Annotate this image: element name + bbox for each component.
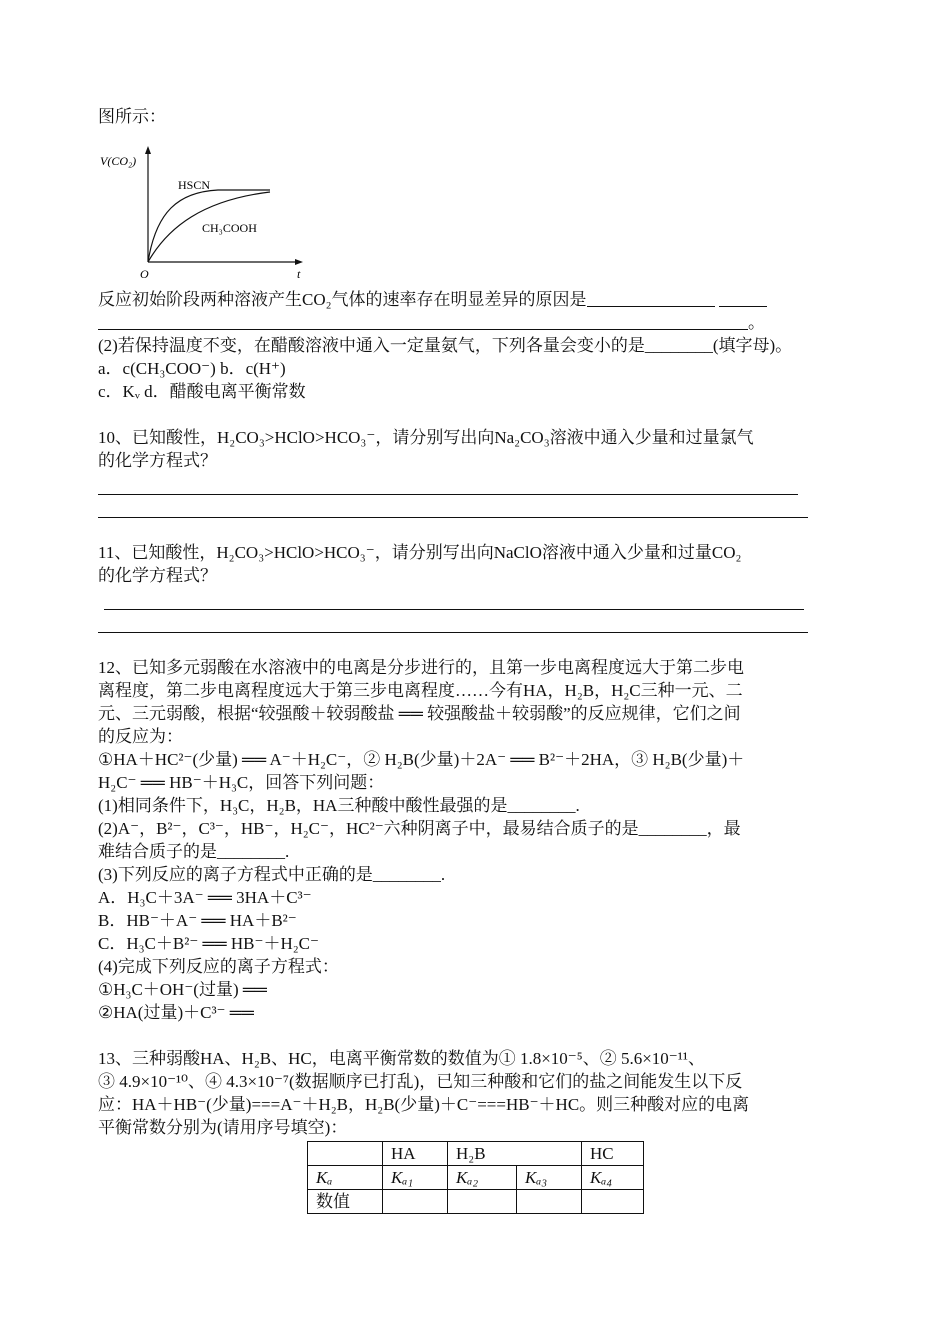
q10-line1: 10、已知酸性，H₂CO₃>HClO>HCO₃⁻，请分别写出向Na₂CO₃溶液中通入少量和过量氯气: [98, 428, 754, 447]
table-cell: Kₐ₁: [383, 1166, 448, 1190]
answer-blank: [98, 311, 748, 330]
answer-blank: [587, 288, 715, 307]
q9-reason: 反应初始阶段两种溶液产生CO₂气体的速率存在明显差异的原因是: [98, 288, 858, 311]
q13-line2: ③ 4.9×10⁻¹⁰、④ 4.3×10⁻⁷(数据顺序已打乱)，已知三种酸和它们的盐之间能发生以下反: [98, 1072, 743, 1091]
q12-line1: 12、已知多元弱酸在水溶液中的电离是分步进行的，且第一步电离程度远大于第二步电: [98, 658, 744, 677]
q12-line2: 离程度，第二步电离程度远大于第三步电离程度……今有HA，H₂B，H₂C三种一元、二: [98, 681, 743, 700]
table-cell: [308, 1142, 383, 1166]
q9-options-cd: c．Kᵥ d．醋酸电离平衡常数: [98, 382, 306, 401]
q12-line4: 的反应为：: [98, 727, 183, 746]
q12-option-b: B．HB⁻＋A⁻ ══ HA＋B²⁻: [98, 911, 297, 930]
q9-part2: (2)若保持温度不变，在醋酸溶液中通入一定量氨气，下列各量会变小的是________(填字母)。: [98, 336, 793, 355]
q13-line4: 平衡常数分别为(请用序号填空)：: [98, 1118, 348, 1137]
q12-part1: (1)相同条件下，H₃C，H₂B，HA三种酸中酸性最强的是________.: [98, 796, 580, 815]
table-row: [308, 1166, 644, 1190]
q12-part4a: ①H₃C＋OH⁻(过量) ══: [98, 980, 267, 999]
answer-line: [98, 610, 808, 633]
q11-line2: 的化学方程式？: [98, 566, 217, 585]
answer-cell[interactable]: [383, 1190, 448, 1214]
q9-options-ab: a．c(CH₃COO⁻) b．c(H⁺): [98, 359, 286, 378]
q12-option-c: C．H₃C＋B²⁻ ══ HB⁻＋H₂C⁻: [98, 934, 319, 953]
document-page: [98, 105, 858, 1214]
hscn-label: HSCN: [178, 178, 211, 192]
answer-blank: [719, 288, 767, 307]
answer-line: [104, 587, 804, 610]
q12-part3: (3)下列反应的离子方程式中正确的是________.: [98, 865, 446, 884]
table-cell: Kₐ: [308, 1166, 383, 1190]
table-header-row: [308, 1142, 644, 1166]
q12-line5: ①HA＋HC²⁻(少量) ══ A⁻＋H₂C⁻，② H₂B(少量)＋2A⁻ ══ B²⁻＋2HA，③ H₂B(少量)＋: [98, 750, 745, 769]
q12-option-a: A．H₃C＋3A⁻ ══ 3HA＋C³⁻: [98, 888, 312, 907]
origin-label: O: [140, 267, 149, 281]
q12-line6: H₂C⁻ ══ HB⁻＋H₃C，回答下列问题：: [98, 773, 385, 792]
answer-cell[interactable]: [448, 1190, 517, 1214]
answer-line: [98, 495, 808, 518]
table-cell: Kₐ₂: [448, 1166, 517, 1190]
table-cell: Kₐ₃: [517, 1166, 582, 1190]
q11-line1: 11、已知酸性，H₂CO₃>HClO>HCO₃⁻，请分别写出向NaClO溶液中通入少量和过量CO₂: [98, 543, 742, 562]
q13-line3: 应：HA＋HB⁻(少量)===A⁻＋H₂B，H₂B(少量)＋C⁻===HB⁻＋HC。则三种酸对应的电离: [98, 1095, 750, 1114]
q13-line1: 13、三种弱酸HA、H₂B、HC，电离平衡常数的数值为① 1.8×10⁻⁵、② 5.6×10⁻¹¹、: [98, 1049, 705, 1068]
intro-text: 图所示：: [98, 107, 166, 126]
table-cell: HA: [383, 1142, 448, 1166]
ch3cooh-label: CH₃COOH: [202, 221, 257, 235]
q12-part4b: ②HA(过量)＋C³⁻ ══: [98, 1003, 254, 1022]
table-cell: H₂B: [448, 1142, 517, 1166]
table-cell: Kₐ₄: [582, 1166, 644, 1190]
ka-table: [307, 1141, 644, 1214]
q12-part2b: 难结合质子的是________.: [98, 842, 290, 861]
q9-reason-line2: 。: [98, 311, 858, 334]
answer-cell[interactable]: [517, 1190, 582, 1214]
table-cell: [517, 1142, 582, 1166]
table-cell: 数值: [308, 1190, 383, 1214]
y-axis-label: V(CO₂): [100, 154, 137, 168]
q12-part2a: (2)A⁻，B²⁻，C³⁻，HB⁻，H₂C⁻，HC²⁻六种阴离子中，最易结合质子的是________，最: [98, 819, 741, 838]
table-cell: HC: [582, 1142, 644, 1166]
q10-line2: 的化学方程式？: [98, 451, 217, 470]
answer-cell[interactable]: [582, 1190, 644, 1214]
q12-part4: (4)完成下列反应的离子方程式：: [98, 957, 339, 976]
y-axis-arrow: [145, 146, 151, 154]
co2-volume-graph: [98, 132, 308, 282]
table-row: [308, 1190, 644, 1214]
x-axis-arrow: [295, 259, 303, 265]
answer-line: [98, 472, 798, 495]
x-axis-label: t: [297, 267, 301, 281]
q12-line3: 元、三元弱酸，根据“较强酸＋较弱酸盐 ══ 较强酸盐＋较弱酸”的反应规律，它们之间: [98, 704, 741, 723]
